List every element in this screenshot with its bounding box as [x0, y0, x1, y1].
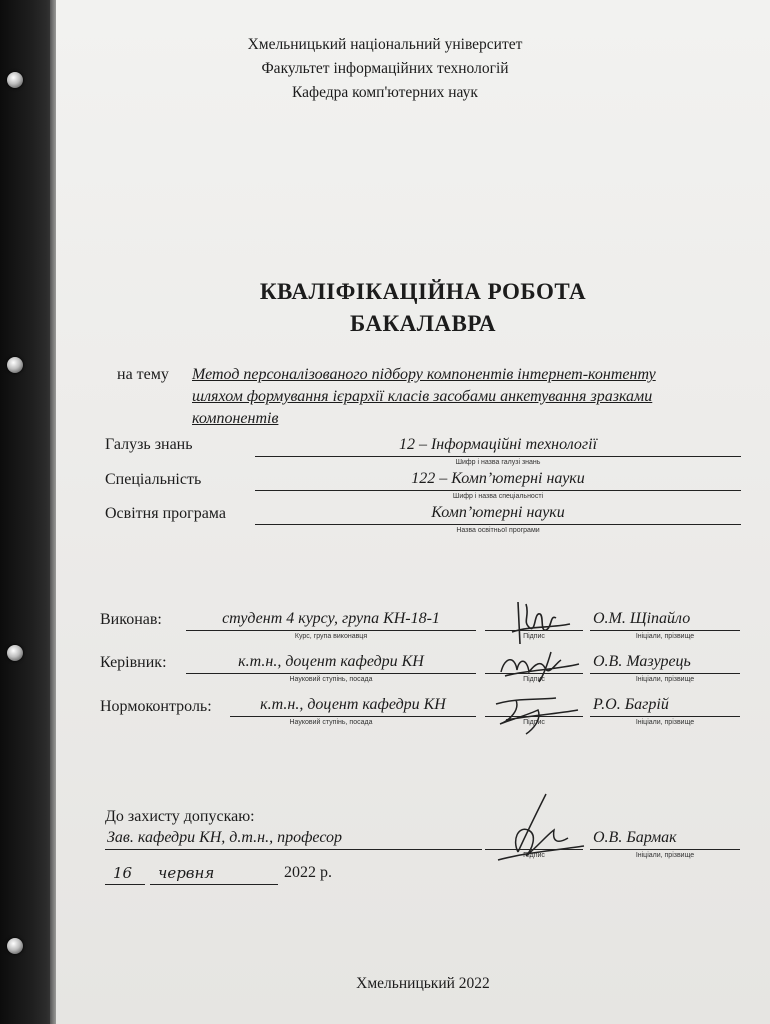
topic-line-2: шляхом формування ієрархії класів засобами анкетування зразками	[192, 388, 653, 405]
executor-name: О.М. Щіпайло	[593, 610, 691, 627]
approval-month: червня	[158, 864, 215, 882]
field-label-knowledge: Галузь знань	[105, 436, 193, 453]
topic-line-1: Метод персоналізованого підбору компонентів інтернет-контенту	[192, 366, 656, 383]
topic-line-3: компонентів	[192, 410, 279, 427]
executor-signature-caption: Підпис	[523, 633, 545, 640]
normcontrol-signature-icon	[486, 690, 586, 740]
document-title: КВАЛІФІКАЦІЙНА РОБОТА	[259, 279, 587, 304]
executor-position: студент 4 курсу, група КН-18-1	[222, 610, 440, 627]
field-value-specialty: 122 – Комп’ютерні науки	[411, 470, 585, 487]
approval-signature-caption: Підпис	[523, 852, 545, 859]
faculty-name: Факультет інформаційних технологій	[261, 60, 509, 77]
university-name: Хмельницький національний університет	[247, 36, 523, 53]
department-name: Кафедра комп'ютерних наук	[292, 84, 478, 101]
approval-signature-icon	[488, 790, 588, 870]
executor-signature-icon	[500, 592, 580, 652]
approval-name: О.В. Бармак	[593, 829, 677, 846]
field-value-knowledge: 12 – Інформаційні технології	[398, 436, 598, 453]
normcontrol-name: Р.О. Багрій	[593, 696, 669, 713]
approval-year: 2022 р.	[284, 864, 332, 881]
signature-line	[230, 716, 476, 717]
executor-name-caption: Ініціали, прізвище	[635, 633, 695, 640]
approval-name-caption: Ініціали, прізвище	[635, 852, 695, 859]
supervisor-name: О.В. Мазурець	[593, 653, 691, 670]
approval-position: Зав. кафедри КН, д.т.н., професор	[107, 829, 343, 846]
signature-line	[590, 716, 740, 717]
field-line	[255, 456, 741, 457]
field-label-program: Освітня програма	[105, 505, 226, 522]
signature-line	[590, 673, 740, 674]
supervisor-position-caption: Науковий ступінь, посада	[289, 676, 373, 683]
date-day-line	[105, 884, 145, 885]
binder-rivet	[7, 645, 23, 661]
city-year: Хмельницький 2022	[356, 975, 490, 992]
field-line	[255, 524, 741, 525]
signature-line	[105, 849, 482, 850]
executor-role: Виконав:	[100, 611, 162, 628]
signature-line	[186, 673, 476, 674]
binder-rivet	[7, 357, 23, 373]
field-value-program: Комп’ютерні науки	[431, 504, 565, 521]
supervisor-signature-caption: Підпис	[523, 676, 545, 683]
supervisor-signature-icon	[495, 646, 585, 686]
field-caption-specialty: Шифр і назва спеціальності	[452, 493, 544, 500]
signature-line	[590, 630, 740, 631]
executor-position-caption: Курс, група виконавця	[294, 633, 368, 640]
normcontrol-signature-caption: Підпис	[523, 719, 545, 726]
normcontrol-position: к.т.н., доцент кафедри КН	[260, 696, 446, 713]
binder-rivet	[7, 938, 23, 954]
supervisor-position: к.т.н., доцент кафедри КН	[238, 653, 424, 670]
supervisor-role: Керівник:	[100, 654, 167, 671]
field-label-specialty: Спеціальність	[105, 471, 202, 488]
date-month-line	[150, 884, 278, 885]
field-line	[255, 490, 741, 491]
document-subtitle: БАКАЛАВРА	[349, 311, 497, 336]
signature-line	[590, 849, 740, 850]
normcontrol-role: Нормоконтроль:	[100, 698, 212, 715]
approval-day: 16	[113, 864, 133, 882]
field-caption-knowledge: Шифр і назва галузі знань	[455, 459, 541, 466]
field-caption-program: Назва освітньої програми	[456, 527, 540, 534]
supervisor-name-caption: Ініціали, прізвище	[635, 676, 695, 683]
binder-strip	[0, 0, 54, 1024]
approval-label: До захисту допускаю:	[105, 808, 255, 825]
signature-line	[186, 630, 476, 631]
normcontrol-name-caption: Ініціали, прізвище	[635, 719, 695, 726]
topic-label: на тему	[117, 366, 169, 383]
normcontrol-position-caption: Науковий ступінь, посада	[289, 719, 373, 726]
